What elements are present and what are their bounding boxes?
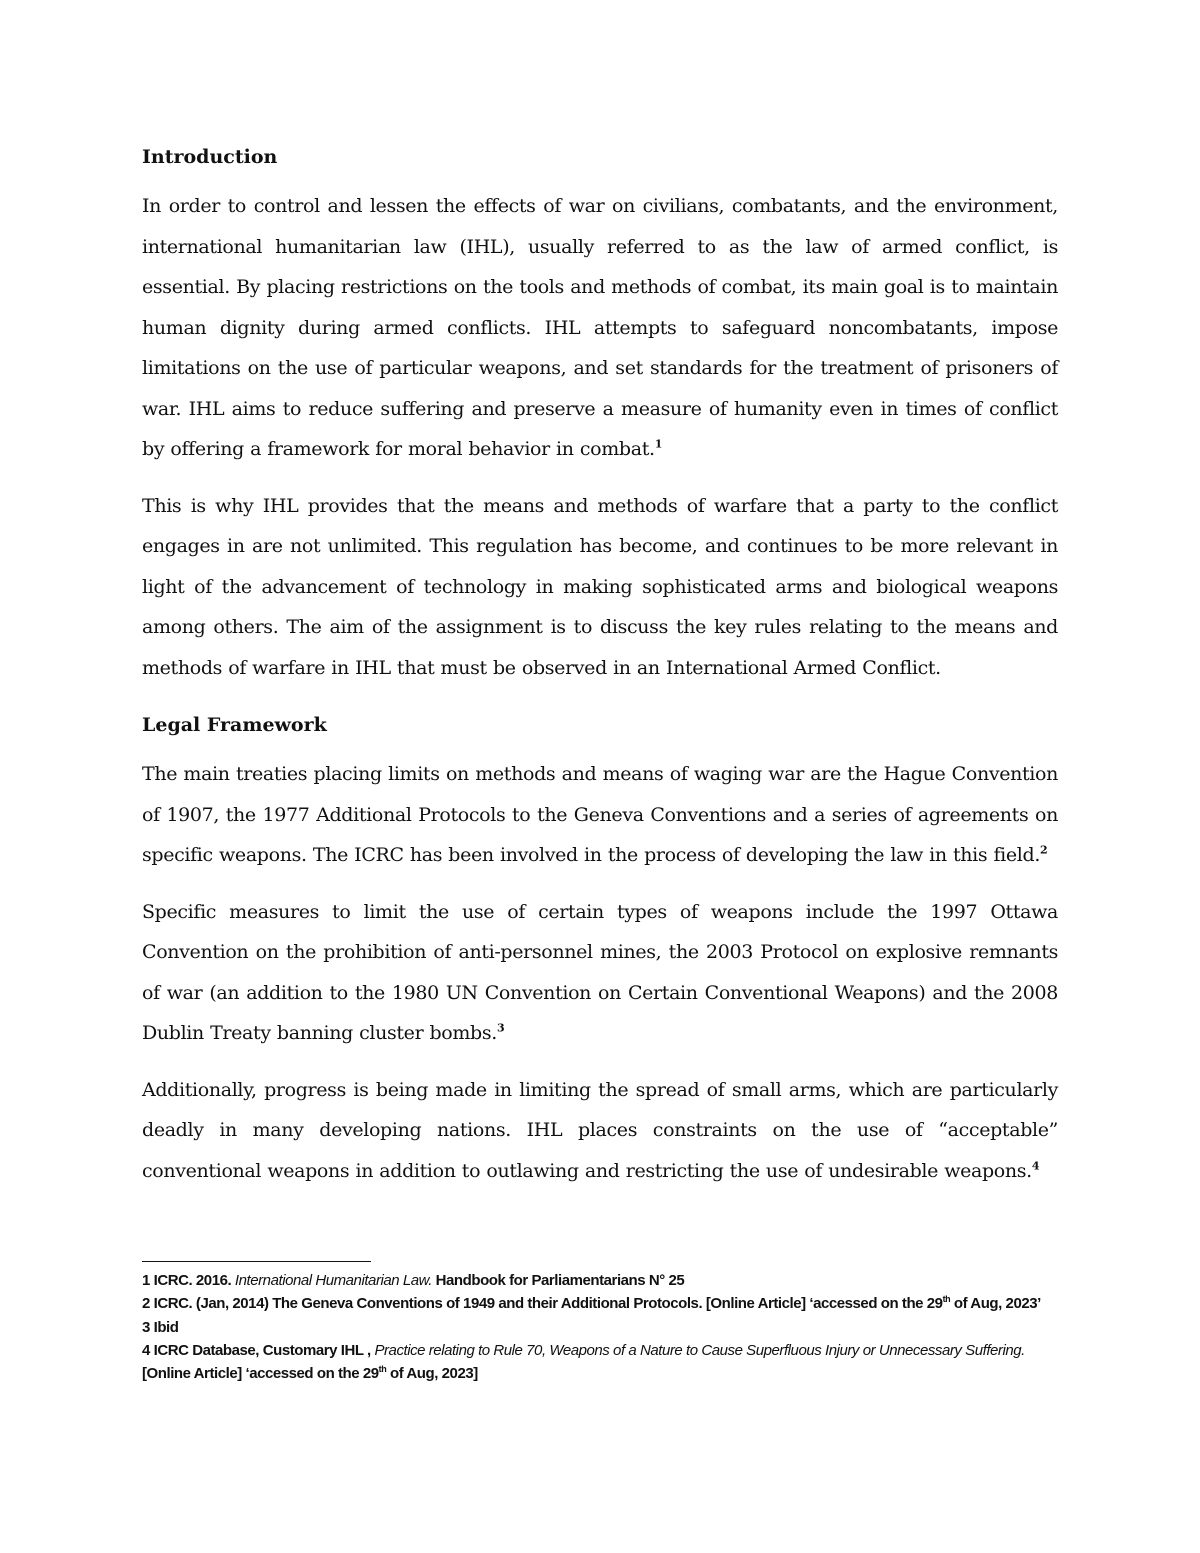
paragraph-text: Additionally, progress is being made in limiting the spread of small arms, which are particularly deadly in many developing nations. IHL places constraints on the use of “acceptable” conventional weapons in addition to outlawing and restricting the use of undesirable weapons. xyxy=(142,1078,1058,1182)
footnote-text: Handbook for Parliamentarians N° 25 xyxy=(431,1272,685,1289)
document-body xyxy=(142,140,1058,1207)
footnote-reference-3[interactable]: 3 xyxy=(496,1021,505,1035)
paragraph-intro-2 xyxy=(142,486,1058,689)
footnote-1 xyxy=(142,1269,1058,1292)
footnote-3 xyxy=(142,1316,1058,1339)
paragraph-text: The main treaties placing limits on methods and means of waging war are the Hague Convention of 1907, the 1977 Additional Protocols to the Geneva Conventions and a series of agreements on specific weapons. The ICRC has been involved in the process of developing the law in this field. xyxy=(142,763,1058,866)
paragraph-legal-3 xyxy=(142,1070,1058,1192)
footnote-superscript: th xyxy=(378,1364,387,1375)
footnote-italic-title: International Humanitarian Law. xyxy=(234,1272,432,1289)
footnote-reference-1[interactable]: 1 xyxy=(654,437,662,451)
footnote-superscript: th xyxy=(942,1294,951,1305)
footnote-text: 4 ICRC Database, Customary IHL , xyxy=(142,1341,375,1359)
footnote-reference-4[interactable]: 4 xyxy=(1031,1159,1040,1173)
footnote-4 xyxy=(142,1339,1058,1386)
heading-introduction: Introduction xyxy=(142,146,278,168)
paragraph-text: In order to control and lessen the effects of war on civilians, combatants, and the environment, international humanitarian law (IHL), usually referred to as the law of armed conflict, is essential. By placing restrictions on the tools and methods of combat, its main goal is to maintain human dignity during armed conflicts. IHL attempts to safeguard noncombatants, impose limitations on the use of particular weapons, and set standards for the treatment of prisoners of war. IHL aims to reduce suffering and preserve a measure of humanity even in times of conflict by offering a framework for moral behavior in combat. xyxy=(142,195,1058,460)
paragraph-legal-1 xyxy=(142,754,1058,876)
footnotes-section xyxy=(142,1269,1058,1385)
footnote-text: of Aug, 2023’ xyxy=(950,1295,1041,1313)
footnote-text: of Aug, 2023] xyxy=(386,1365,478,1383)
paragraph-intro-1 xyxy=(142,186,1058,470)
footnote-italic-title: Practice relating to Rule 70, Weapons of a Nature to Cause Superfluous Injury or Unnecessary Suffering. xyxy=(374,1341,1025,1359)
footnote-text: 2 ICRC. (Jan, 2014) The Geneva Conventions of 1949 and their Additional Protocols. [Online Article] ‘accessed on the 29 xyxy=(142,1295,943,1313)
footnote-separator xyxy=(142,1261,371,1262)
footnote-text: 3 Ibid xyxy=(142,1318,179,1336)
paragraph-text: Specific measures to limit the use of certain types of weapons include the 1997 Ottawa Convention on the prohibition of anti-personnel mines, the 2003 Protocol on explosive remnants of war (an addition to the 1980 UN Convention on Certain Conventional Weapons) and the 2008 Dublin Treaty banning cluster bombs. xyxy=(142,900,1058,1044)
footnote-reference-2[interactable]: 2 xyxy=(1040,843,1048,857)
footnote-text: [Online Article] ‘accessed on the 29 xyxy=(142,1365,379,1383)
footnote-text: 1 ICRC. 2016. xyxy=(142,1272,235,1289)
paragraph-legal-2 xyxy=(142,892,1058,1054)
footnote-2 xyxy=(142,1292,1058,1315)
heading-legal-framework: Legal Framework xyxy=(142,714,327,736)
paragraph-text: This is why IHL provides that the means and methods of warfare that a party to the conflict engages in are not unlimited. This regulation has become, and continues to be more relevant in light of the advancement of technology in making sophisticated arms and biological weapons among others. The aim of the assignment is to discuss the key rules relating to the means and methods of warfare in IHL that must be observed in an International Armed Conflict. xyxy=(142,494,1058,679)
